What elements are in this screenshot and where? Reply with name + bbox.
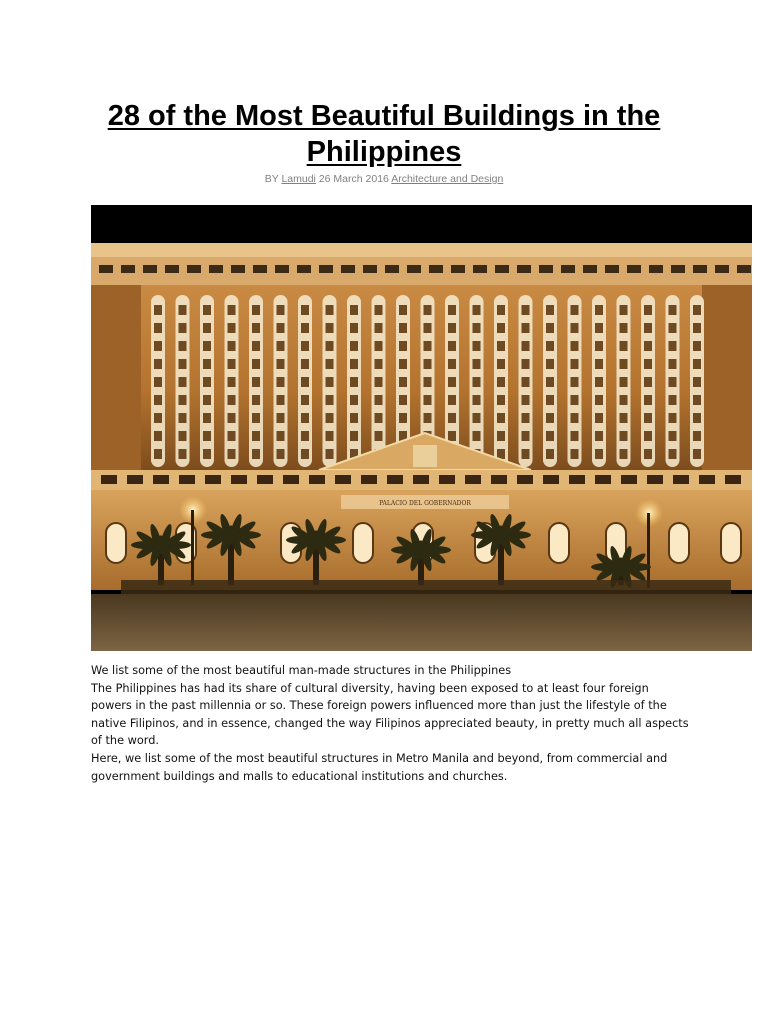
band-window [465, 475, 481, 484]
attic-window [495, 265, 509, 273]
window-pane [644, 377, 652, 387]
window-pane [228, 359, 236, 369]
window-pane [277, 449, 285, 459]
window-pane [326, 359, 334, 369]
window-pane [693, 359, 701, 369]
window-pane [424, 359, 432, 369]
window-pane [228, 323, 236, 333]
window-pane [497, 359, 505, 369]
closing-paragraph: Here, we list some of the most beautiful structures in Metro Manila and beyond, from commercial and government buildings and malls to educational institutions and churches. [91, 751, 668, 783]
window-pane [375, 359, 383, 369]
window-pane [375, 377, 383, 387]
window-pane [179, 395, 187, 405]
lamp-post-left [191, 510, 194, 585]
band-window [179, 475, 195, 484]
window-pane [399, 377, 407, 387]
window-pane [693, 323, 701, 333]
window-pane [473, 359, 481, 369]
window-pane [252, 431, 260, 441]
window-pane [252, 377, 260, 387]
building-illustration [91, 205, 752, 651]
window-pane [644, 431, 652, 441]
band-window [153, 475, 169, 484]
window-pane [620, 395, 628, 405]
window-pane [497, 413, 505, 423]
window-pane [571, 305, 579, 315]
window-pane [399, 323, 407, 333]
band-window [127, 475, 143, 484]
attic-window [517, 265, 531, 273]
window-pane [644, 449, 652, 459]
roof-cornice [91, 243, 752, 257]
window-pane [620, 305, 628, 315]
band-window [699, 475, 715, 484]
window-pane [669, 341, 677, 351]
window-pane [522, 395, 530, 405]
window-pane [546, 395, 554, 405]
window-pane [595, 449, 603, 459]
window-pane [473, 305, 481, 315]
window-pane [595, 359, 603, 369]
window-pane [277, 413, 285, 423]
window-pane [595, 395, 603, 405]
window-pane [154, 395, 162, 405]
window-pane [350, 359, 358, 369]
window-pane [154, 377, 162, 387]
window-pane [228, 449, 236, 459]
left-wing [91, 285, 141, 475]
window-pane [277, 341, 285, 351]
window-pane [179, 359, 187, 369]
window-pane [620, 323, 628, 333]
attic-window [275, 265, 289, 273]
window-pane [399, 359, 407, 369]
arched-window [106, 523, 126, 563]
window-pane [497, 377, 505, 387]
window-pane [399, 341, 407, 351]
window-pane [473, 431, 481, 441]
window-pane [448, 305, 456, 315]
window-pane [522, 323, 530, 333]
window-pane [154, 431, 162, 441]
attic-window [99, 265, 113, 273]
window-pane [571, 449, 579, 459]
window-pane [203, 413, 211, 423]
attic-window [143, 265, 157, 273]
window-pane [326, 323, 334, 333]
window-pane [277, 377, 285, 387]
window-pane [203, 323, 211, 333]
window-pane [693, 413, 701, 423]
lamp-post-right [647, 513, 650, 588]
window-pane [228, 377, 236, 387]
window-pane [301, 359, 309, 369]
attic-window [561, 265, 575, 273]
window-pane [473, 377, 481, 387]
band-window [413, 475, 429, 484]
attic-window [209, 265, 223, 273]
band-window [543, 475, 559, 484]
attic-window [165, 265, 179, 273]
window-pane [644, 395, 652, 405]
article-body [91, 662, 691, 785]
attic-window [429, 265, 443, 273]
band-window [517, 475, 533, 484]
window-pane [448, 359, 456, 369]
window-pane [326, 431, 334, 441]
window-pane [620, 431, 628, 441]
window-pane [546, 323, 554, 333]
window-pane [179, 323, 187, 333]
window-pane [620, 359, 628, 369]
window-pane [252, 359, 260, 369]
window-pane [595, 413, 603, 423]
window-pane [448, 341, 456, 351]
window-pane [595, 323, 603, 333]
window-pane [301, 305, 309, 315]
publish-date: 26 March 2016 [318, 173, 389, 185]
byline-prefix: BY [264, 173, 279, 185]
window-pane [546, 359, 554, 369]
band-window [335, 475, 351, 484]
attic-window [451, 265, 465, 273]
band-window [309, 475, 325, 484]
window-pane [448, 431, 456, 441]
band-window [621, 475, 637, 484]
attic-window [605, 265, 619, 273]
window-pane [620, 413, 628, 423]
window-pane [448, 413, 456, 423]
window-pane [203, 305, 211, 315]
window-pane [644, 341, 652, 351]
window-pane [228, 341, 236, 351]
window-pane [179, 431, 187, 441]
window-pane [546, 431, 554, 441]
window-pane [693, 305, 701, 315]
window-pane [644, 413, 652, 423]
attic-window [253, 265, 267, 273]
window-pane [154, 323, 162, 333]
window-pane [326, 377, 334, 387]
window-pane [252, 305, 260, 315]
band-window [647, 475, 663, 484]
window-pane [497, 341, 505, 351]
window-pane [620, 449, 628, 459]
fence [121, 580, 731, 594]
band-window [595, 475, 611, 484]
band-window [569, 475, 585, 484]
window-pane [522, 377, 530, 387]
window-pane [252, 413, 260, 423]
window-pane [301, 413, 309, 423]
attic-window [407, 265, 421, 273]
window-pane [497, 323, 505, 333]
window-pane [179, 449, 187, 459]
window-pane [252, 341, 260, 351]
window-pane [546, 305, 554, 315]
window-pane [179, 305, 187, 315]
attic-window [737, 265, 751, 273]
arched-window [549, 523, 569, 563]
arched-window [721, 523, 741, 563]
window-pane [350, 431, 358, 441]
band-window [491, 475, 507, 484]
window-pane [693, 431, 701, 441]
window-pane [375, 305, 383, 315]
window-pane [693, 395, 701, 405]
window-pane [301, 449, 309, 459]
window-pane [644, 305, 652, 315]
window-pane [644, 359, 652, 369]
window-pane [497, 395, 505, 405]
window-pane [399, 413, 407, 423]
window-pane [375, 413, 383, 423]
window-pane [301, 323, 309, 333]
window-pane [203, 341, 211, 351]
window-pane [350, 323, 358, 333]
window-pane [277, 395, 285, 405]
window-pane [595, 305, 603, 315]
attic-window [231, 265, 245, 273]
band-window [439, 475, 455, 484]
window-pane [301, 377, 309, 387]
window-pane [522, 341, 530, 351]
band-window [257, 475, 273, 484]
window-pane [326, 413, 334, 423]
window-pane [522, 449, 530, 459]
window-pane [620, 377, 628, 387]
attic-window [671, 265, 685, 273]
attic-window [121, 265, 135, 273]
coat-of-arms [413, 445, 437, 467]
window-pane [693, 341, 701, 351]
window-pane [326, 341, 334, 351]
attic-window [715, 265, 729, 273]
window-pane [522, 305, 530, 315]
window-pane [669, 395, 677, 405]
window-pane [497, 305, 505, 315]
band-window [283, 475, 299, 484]
window-pane [326, 395, 334, 405]
window-pane [546, 377, 554, 387]
attic-window [627, 265, 641, 273]
arched-window [669, 523, 689, 563]
window-pane [277, 431, 285, 441]
window-pane [620, 341, 628, 351]
attic-window [341, 265, 355, 273]
right-wing [702, 285, 752, 475]
band-window [205, 475, 221, 484]
attic-window [539, 265, 553, 273]
window-pane [546, 449, 554, 459]
window-pane [228, 431, 236, 441]
body-paragraph: The Philippines has had its share of cultural diversity, having been exposed to at least four foreign powers in the past millennia or so. These foreign powers influenced more than just the lifestyle of the native Filipinos, and in essence, changed the way Filipinos appreciated beauty, in pretty much all aspects of the word. [91, 681, 689, 748]
window-pane [154, 449, 162, 459]
attic-window [319, 265, 333, 273]
window-pane [424, 395, 432, 405]
window-pane [301, 395, 309, 405]
author-link[interactable]: Lamudi [281, 173, 316, 185]
window-pane [571, 359, 579, 369]
window-pane [179, 413, 187, 423]
window-pane [424, 377, 432, 387]
category-link[interactable]: Architecture and Design [391, 173, 504, 185]
window-pane [301, 341, 309, 351]
window-pane [595, 431, 603, 441]
band-window [725, 475, 741, 484]
window-pane [424, 323, 432, 333]
window-pane [448, 377, 456, 387]
window-pane [375, 431, 383, 441]
window-pane [669, 449, 677, 459]
window-pane [571, 413, 579, 423]
window-pane [375, 341, 383, 351]
window-pane [448, 395, 456, 405]
window-pane [522, 413, 530, 423]
window-pane [179, 341, 187, 351]
attic-window [385, 265, 399, 273]
window-pane [571, 431, 579, 441]
article-byline [0, 173, 768, 185]
window-pane [571, 341, 579, 351]
window-pane [669, 413, 677, 423]
window-pane [154, 359, 162, 369]
attic-window [693, 265, 707, 273]
window-pane [228, 413, 236, 423]
window-pane [375, 395, 383, 405]
window-pane [669, 431, 677, 441]
window-pane [277, 305, 285, 315]
window-pane [693, 449, 701, 459]
window-pane [669, 323, 677, 333]
window-pane [301, 431, 309, 441]
window-pane [203, 395, 211, 405]
window-pane [571, 323, 579, 333]
window-pane [497, 431, 505, 441]
window-pane [399, 395, 407, 405]
attic-window [583, 265, 597, 273]
article-title: 28 of the Most Beautiful Buildings in the Philippines [107, 100, 661, 168]
window-pane [399, 305, 407, 315]
window-pane [546, 341, 554, 351]
window-pane [473, 413, 481, 423]
window-pane [203, 359, 211, 369]
window-pane [228, 305, 236, 315]
window-pane [669, 305, 677, 315]
window-pane [326, 305, 334, 315]
window-pane [473, 323, 481, 333]
window-pane [277, 359, 285, 369]
window-pane [473, 341, 481, 351]
window-pane [203, 449, 211, 459]
intro-paragraph: We list some of the most beautiful man-made structures in the Philippines [91, 664, 512, 677]
building-photo [91, 205, 752, 651]
window-pane [693, 377, 701, 387]
band-window [387, 475, 403, 484]
window-pane [571, 395, 579, 405]
street [91, 594, 752, 651]
entrance-sign: PALACIO DEL GOBERNADOR [379, 500, 471, 507]
window-pane [203, 431, 211, 441]
window-pane [179, 377, 187, 387]
attic-window [297, 265, 311, 273]
band-window [673, 475, 689, 484]
window-pane [350, 377, 358, 387]
window-pane [644, 323, 652, 333]
window-pane [595, 341, 603, 351]
window-pane [203, 377, 211, 387]
window-pane [595, 377, 603, 387]
window-pane [154, 305, 162, 315]
window-pane [546, 413, 554, 423]
window-pane [424, 305, 432, 315]
window-pane [424, 413, 432, 423]
band-window [361, 475, 377, 484]
window-pane [350, 413, 358, 423]
band-window [101, 475, 117, 484]
attic-window [187, 265, 201, 273]
window-pane [350, 341, 358, 351]
window-pane [448, 323, 456, 333]
window-pane [424, 341, 432, 351]
window-pane [252, 449, 260, 459]
window-pane [669, 377, 677, 387]
window-pane [473, 395, 481, 405]
band-window [231, 475, 247, 484]
window-pane [154, 413, 162, 423]
window-pane [252, 323, 260, 333]
window-pane [326, 449, 334, 459]
window-pane [350, 395, 358, 405]
window-pane [154, 341, 162, 351]
arched-window [353, 523, 373, 563]
window-pane [522, 359, 530, 369]
window-pane [375, 323, 383, 333]
window-pane [228, 395, 236, 405]
attic-window [363, 265, 377, 273]
window-pane [277, 323, 285, 333]
window-pane [669, 359, 677, 369]
window-pane [252, 395, 260, 405]
attic-window [649, 265, 663, 273]
attic-window [473, 265, 487, 273]
window-pane [571, 377, 579, 387]
window-pane [522, 431, 530, 441]
window-pane [350, 305, 358, 315]
